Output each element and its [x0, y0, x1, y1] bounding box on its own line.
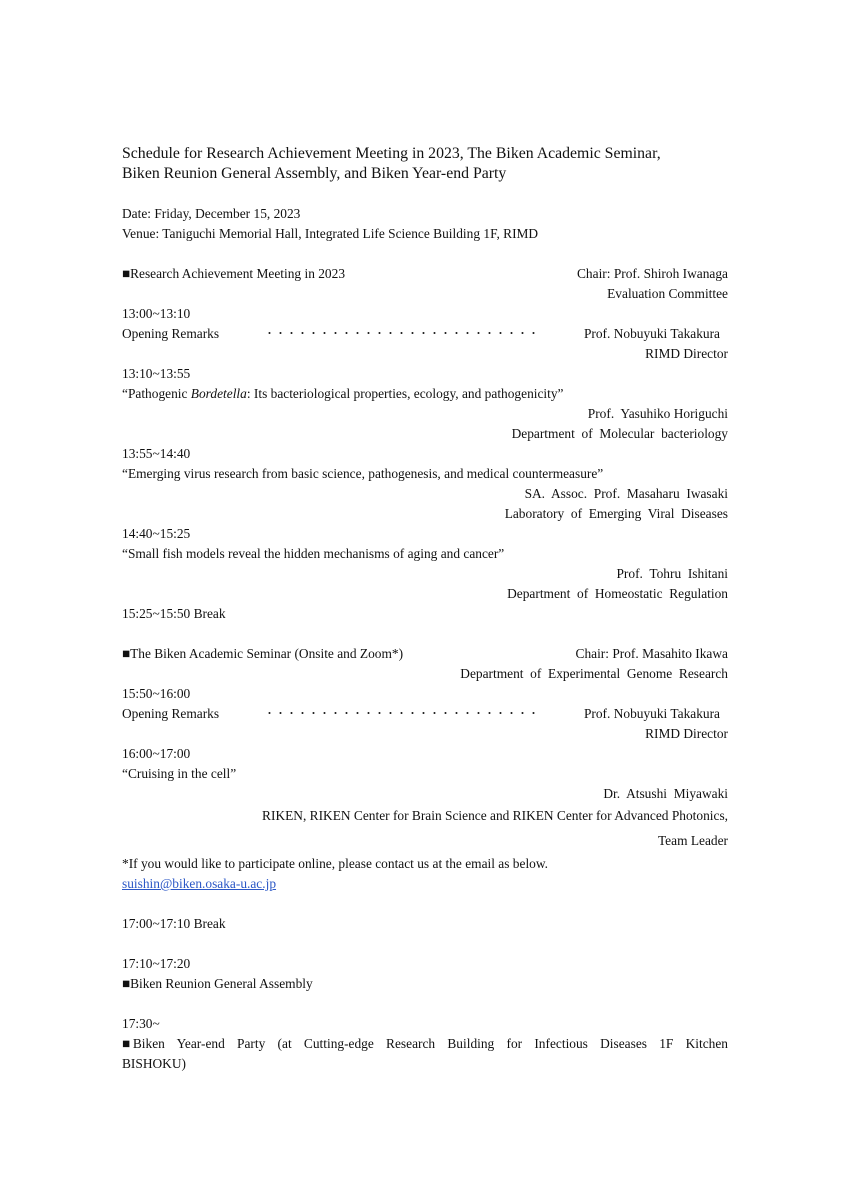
talk-title-part: : Its bacteriological properties, ecology, and pathogenicity”: [246, 386, 564, 401]
talk-title: [122, 384, 728, 404]
speaker-affiliation: RIKEN, RIKEN Center for Brain Science and RIKEN Center for Advanced Photonics,: [262, 808, 728, 823]
time-slot: 13:10~13:55: [122, 366, 191, 381]
event-date: Date: Friday, December 15, 2023: [122, 206, 301, 221]
section-heading: ■Research Achievement Meeting in 2023: [122, 266, 346, 281]
section-chair: Chair: Prof. Shiroh Iwanaga: [577, 266, 728, 281]
leader-dots: ・・・・・・・・・・・・・・・・・・・・・・・・・: [264, 328, 539, 340]
talk-title-italic: Bordetella: [190, 386, 247, 401]
opening-remarks-row: [122, 324, 728, 344]
opening-remarks-label: Opening Remarks: [122, 706, 220, 721]
time-slot: 15:50~16:00: [122, 686, 191, 701]
chair-affiliation: Evaluation Committee: [607, 286, 728, 301]
leader-dots: ・・・・・・・・・・・・・・・・・・・・・・・・・: [264, 708, 539, 720]
section-header-research-meeting: [122, 264, 728, 284]
event-venue: Venue: Taniguchi Memorial Hall, Integrated Life Science Building 1F, RIMD: [122, 226, 539, 241]
party-heading-line-1: ■Biken Year-end Party (at Cutting-edge Research Building for Infectious Diseases 1F Kitchen: [122, 1036, 728, 1051]
opening-remarks-label: Opening Remarks: [122, 326, 220, 341]
time-slot: 17:30~: [122, 1016, 160, 1031]
talk-title: “Small fish models reveal the hidden mechanisms of aging and cancer”: [122, 546, 505, 561]
opening-speaker: Prof. Nobuyuki Takakura: [583, 706, 720, 721]
speaker-name: SA. Assoc. Prof. Masaharu Iwasaki: [524, 486, 728, 501]
speaker-affiliation: Laboratory of Emerging Viral Diseases: [504, 506, 728, 521]
break-slot: 17:00~17:10 Break: [122, 916, 226, 931]
page-title-line-1: Schedule for Research Achievement Meeting in 2023, The Biken Academic Seminar,: [122, 145, 661, 162]
speaker-name: Prof. Yasuhiko Horiguchi: [587, 406, 728, 421]
break-slot: 15:25~15:50 Break: [122, 606, 226, 621]
chair-affiliation: Department of Experimental Genome Research: [460, 666, 728, 681]
opening-speaker: Prof. Nobuyuki Takakura: [583, 326, 720, 341]
speaker-affiliation: Department of Homeostatic Regulation: [507, 586, 728, 601]
opening-remarks-row: [122, 704, 728, 724]
talk-title-part: “Pathogenic: [122, 386, 191, 401]
speaker-affiliation: Department of Molecular bacteriology: [511, 426, 728, 441]
talk-title: “Cruising in the cell”: [122, 766, 237, 781]
page-title-line-2: Biken Reunion General Assembly, and Biken Year-end Party: [122, 165, 507, 182]
speaker-role: Team Leader: [657, 833, 728, 848]
time-slot: 17:10~17:20: [122, 956, 191, 971]
section-chair: Chair: Prof. Masahito Ikawa: [575, 646, 728, 661]
speaker-affiliation: RIMD Director: [645, 346, 728, 361]
contact-email-row: [122, 874, 728, 894]
talk-title: “Emerging virus research from basic science, pathogenesis, and medical countermeasure”: [122, 466, 604, 481]
party-heading-line-2: BISHOKU): [122, 1056, 186, 1071]
speaker-name: Prof. Tohru Ishitani: [616, 566, 728, 581]
time-slot: 13:00~13:10: [122, 306, 191, 321]
speaker-name: Dr. Atsushi Miyawaki: [603, 786, 728, 801]
contact-email-link[interactable]: suishin@biken.osaka-u.ac.jp: [122, 876, 277, 891]
time-slot: 16:00~17:00: [122, 746, 191, 761]
section-header-academic-seminar: [122, 644, 728, 664]
assembly-heading: ■Biken Reunion General Assembly: [122, 976, 313, 991]
time-slot: 13:55~14:40: [122, 446, 191, 461]
speaker-affiliation: RIMD Director: [645, 726, 728, 741]
time-slot: 14:40~15:25: [122, 526, 191, 541]
section-heading: ■The Biken Academic Seminar (Onsite and Zoom*): [122, 646, 404, 661]
online-note: *If you would like to participate online, please contact us at the email as below.: [122, 856, 549, 871]
